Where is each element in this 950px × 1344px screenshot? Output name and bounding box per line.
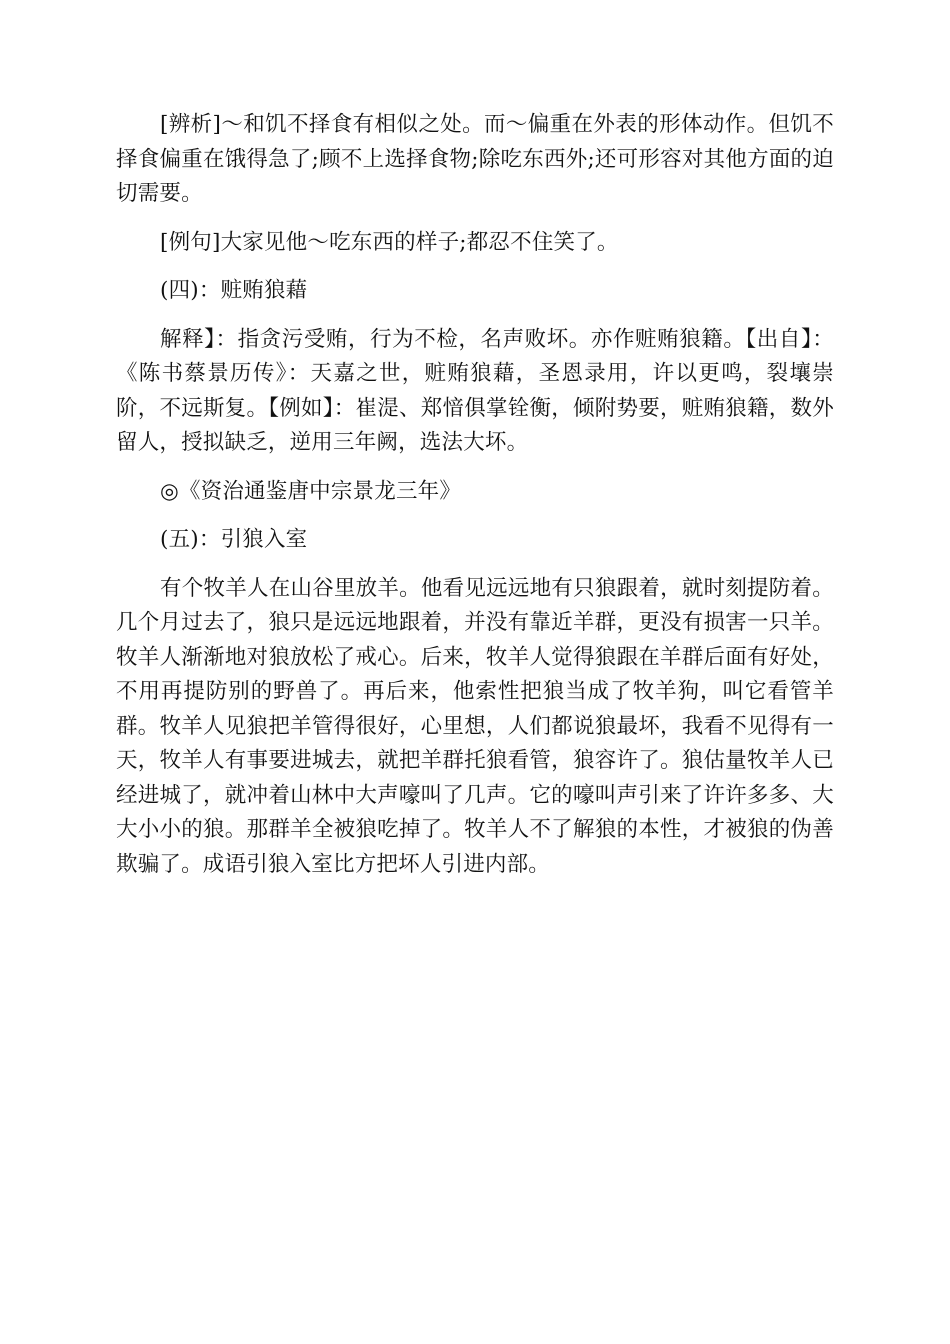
explanation-paragraph: 解释】：指贪污受贿，行为不检，名声败坏。亦作赃贿狼籍。【出自】：《陈书蔡景历传》：天嘉之世，赃贿狼藉，圣恩录用，许以更鸣，裂壤崇阶，不远斯复。【例如】：崔湜、郑愔俱掌铨衡，倾附势要，赃贿狼籍，数外留人，授拟缺乏，逆用三年阙，选法大坏。 [116,326,834,455]
section-heading-5: (五)：引狼入室 [160,527,308,552]
story-paragraph: 有个牧羊人在山谷里放羊。他看见远远地有只狼跟着，就时刻提防着。几个月过去了，狼只是远远地跟着，并没有靠近羊群，更没有损害一只羊。牧羊人渐渐地对狼放松了戒心。后来，牧羊人觉得狼跟在羊群后面有好处，不用再提防别的野兽了。再后来，他索性把狼当成了牧羊狗，叫它看管羊群。牧羊人见狼把羊管得很好，心里想，人们都说狼最坏，我看不见得有一天，牧羊人有事要进城去，就把羊群托狼看管，狼容许了。狼估量牧羊人已经进城了，就冲着山林中大声嚎叫了几声。它的嚎叫声引来了许许多多、大大小小的狼。那群羊全被狼吃掉了。牧羊人不了解狼的本性，才被狼的伪善欺骗了。成语引狼入室比方把坏人引进内部。 [116,575,834,877]
section-heading-4: (四)：赃贿狼藉 [160,278,308,303]
source-citation: ◎《资治通鉴唐中宗景龙三年》 [160,478,462,504]
example-sentence-paragraph: [例句]大家见他～吃东西的样子;都忍不住笑了。 [160,229,619,255]
document-page [116,108,834,882]
analysis-paragraph: [辨析]～和饥不择食有相似之处。而～偏重在外表的形体动作。但饥不择食偏重在饿得急了;顾不上选择食物;除吃东西外;还可形容对其他方面的迫切需要。 [116,112,834,206]
